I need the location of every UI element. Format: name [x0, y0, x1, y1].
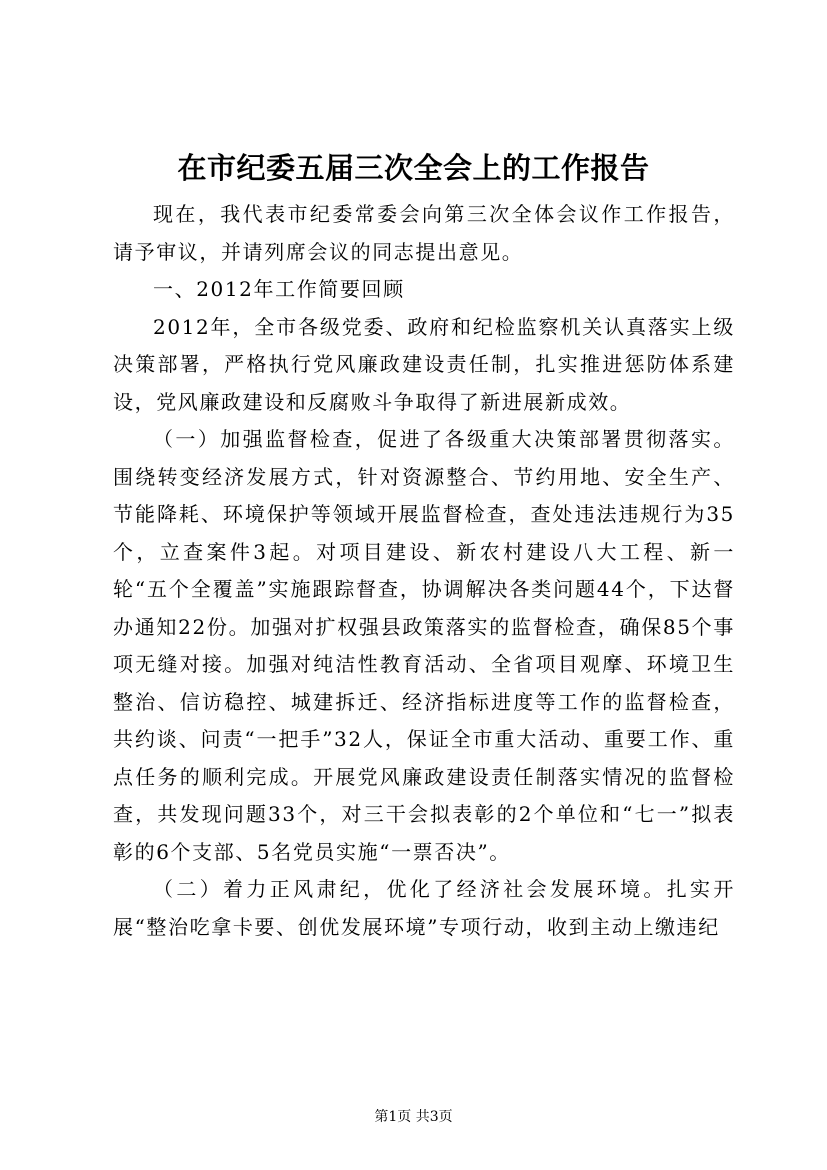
paragraph-supervision: （一）加强监督检查，促进了各级重大决策部署贯彻落实。围绕转变经济发展方式，针对资源整合、节约用地、安全生产、节能降耗、环境保护等领域开展监督检查，查处违法违规行为35个，立查案件3起。对项目建设、新农村建设八大工程、新一轮“五个全覆盖”实施跟踪督查，协调解决各类问题44个，下达督办通知22份。加强对扩权强县政策落实的监督检查，确保85个事项无缝对接。加强对纯洁性教育活动、全省项目观摩、环境卫生整治、信访稳控、城建拆迁、经济指标进度等工作的监督检查，共约谈、问责“一把手”32人，保证全市重大活动、重要工作、重点任务的顺利完成。开展党风廉政建设责任制落实情况的监督检查，共发现问题33个，对三干会拟表彰的2个单位和“七一”拟表彰的6个支部、5名党员实施“一票否决”。	[113, 427, 735, 864]
section-heading: 一、2012年工作简要回顾	[153, 277, 405, 301]
page-number: 第1页 共3页	[374, 1109, 453, 1125]
paragraph-intro: 现在，我代表市纪委常委会向第三次全体会议作工作报告，请予审议，并请列席会议的同志提出意见。	[113, 202, 735, 264]
paragraph-discipline: （二）着力正风肃纪，优化了经济社会发展环境。扎实开展“整治吃拿卡要、创优发展环境”专项行动，收到主动上缴违纪	[113, 877, 735, 939]
document-body	[113, 196, 735, 946]
document-title: 在市纪委五届三次全会上的工作报告	[177, 151, 650, 185]
paragraph-overview: 2012年，全市各级党委、政府和纪检监察机关认真落实上级决策部署，严格执行党风廉政建设责任制，扎实推进惩防体系建设，党风廉政建设和反腐败斗争取得了新进展新成效。	[113, 314, 735, 414]
